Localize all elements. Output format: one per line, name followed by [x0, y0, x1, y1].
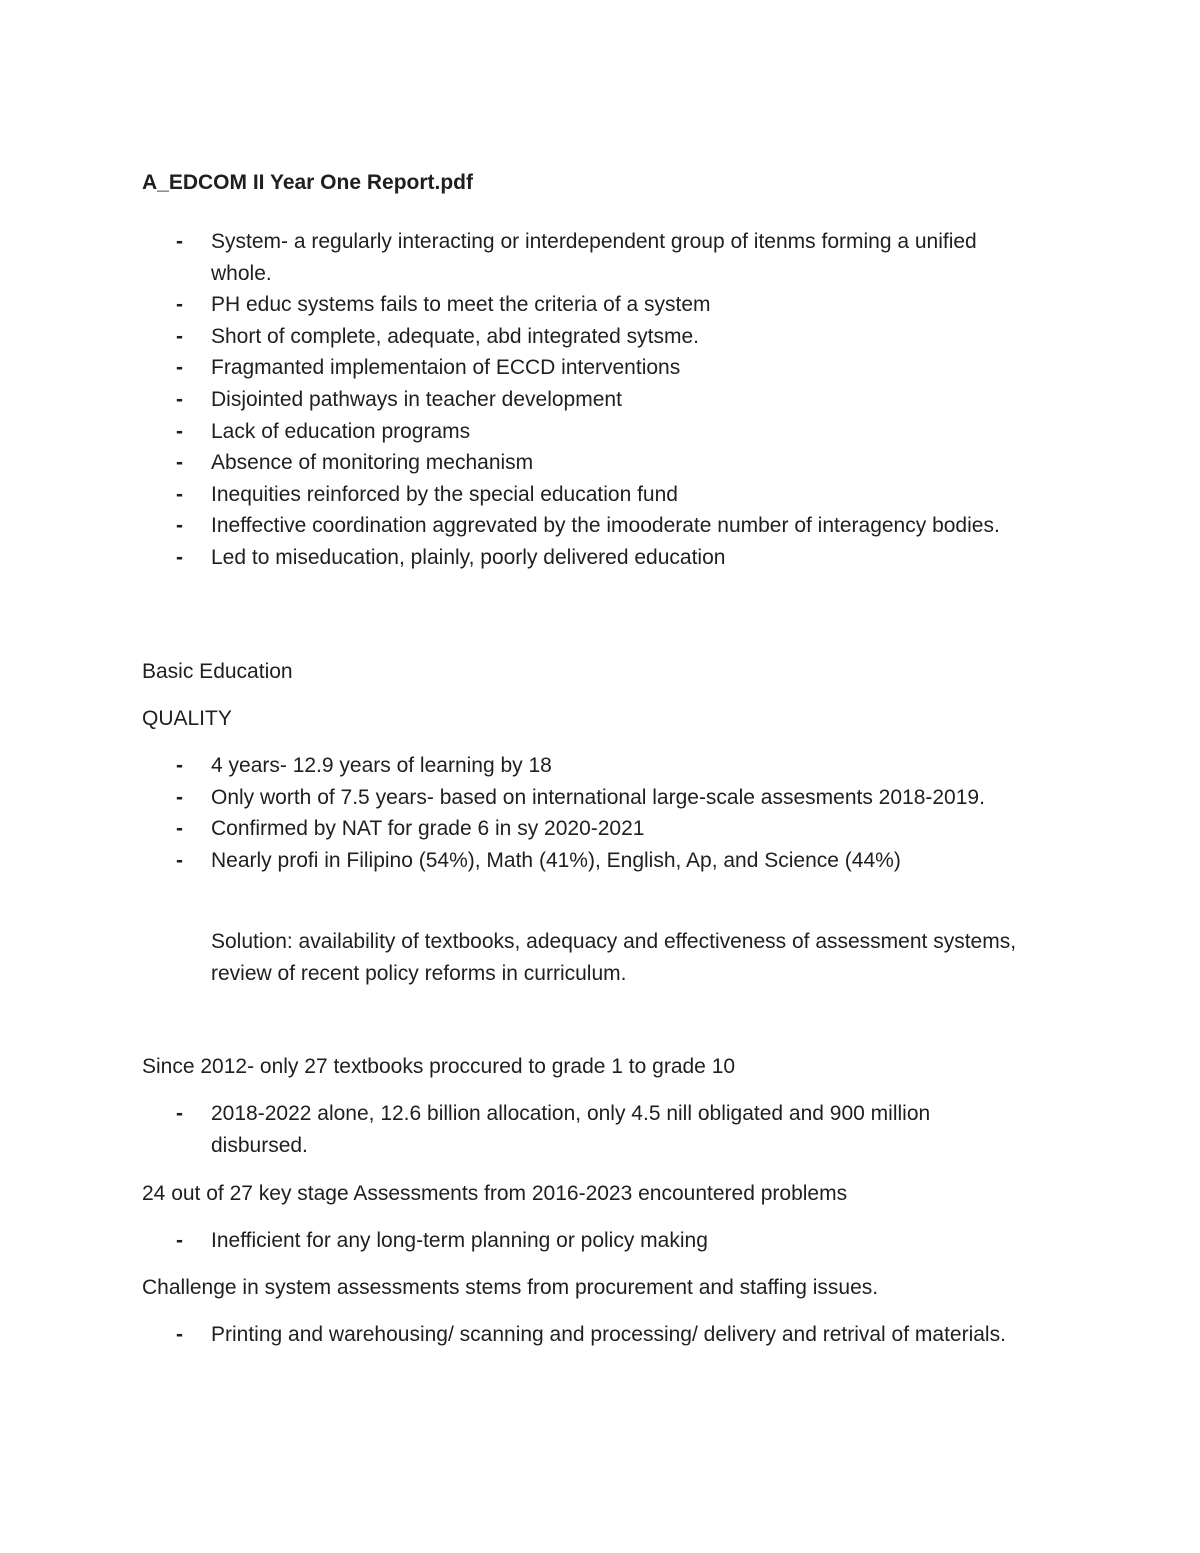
- dash-bullet: -: [176, 419, 183, 443]
- list-item-text: Lack of education programs: [211, 419, 471, 443]
- dash-bullet: -: [176, 817, 183, 841]
- dash-bullet: -: [176, 545, 183, 569]
- quality-bullet-list: [0, 750, 1031, 876]
- list-item-text: Inefficient for any long-term planning or policy making: [211, 1229, 708, 1252]
- challenge-bullet-list: [0, 1319, 1031, 1351]
- list-item: [0, 384, 1031, 416]
- list-item: [0, 447, 1031, 479]
- list-item: [0, 542, 1031, 574]
- list-item-text: Short of complete, adequate, abd integrated sytsme.: [211, 324, 699, 348]
- list-item: [0, 289, 1031, 321]
- list-item: [0, 813, 1031, 845]
- list-item: [0, 510, 1031, 542]
- dash-bullet: -: [176, 754, 183, 777]
- list-item-text: Printing and warehousing/ scanning and processing/ delivery and retrival of materials.: [211, 1323, 1006, 1346]
- dash-bullet: -: [176, 1102, 183, 1125]
- dash-bullet: -: [176, 785, 183, 809]
- dash-bullet: -: [176, 230, 183, 253]
- list-item-text: Only worth of 7.5 years- based on international large-scale assesments 2018-2019.: [211, 785, 985, 809]
- textbooks-line: Since 2012- only 27 textbooks proccured to grade 1 to grade 10: [142, 1055, 736, 1078]
- dash-bullet: -: [176, 387, 183, 411]
- assessments-bullet-list: [0, 1225, 1031, 1257]
- quality-heading: QUALITY: [142, 707, 232, 730]
- list-item-text: Inequities reinforced by the special education fund: [211, 482, 678, 506]
- list-item-text: System- a regularly interacting or interdependent group of itenms forming a unified whole.: [211, 230, 977, 285]
- dash-bullet: -: [176, 356, 183, 380]
- list-item: [0, 1098, 1031, 1161]
- list-item-text: Disjointed pathways in teacher development: [211, 387, 622, 411]
- list-item: [0, 416, 1031, 448]
- quality-solution: Solution: availability of textbooks, adequacy and effectiveness of assessment systems, review of recent policy reforms in curriculum.: [211, 930, 1017, 985]
- list-item-text: Absence of monitoring mechanism: [211, 451, 534, 475]
- list-item-text: Nearly profi in Filipino (54%), Math (41%), English, Ap, and Science (44%): [211, 848, 901, 872]
- list-item: [0, 782, 1031, 814]
- dash-bullet: -: [176, 1229, 183, 1252]
- dash-bullet: -: [176, 451, 183, 475]
- list-item: [0, 479, 1031, 511]
- dash-bullet: -: [176, 514, 183, 538]
- document-title: A_EDCOM II Year One Report.pdf: [142, 171, 474, 194]
- list-item: [0, 226, 1031, 289]
- dash-bullet: -: [176, 324, 183, 348]
- list-item: [0, 750, 1031, 782]
- dash-bullet: -: [176, 293, 183, 317]
- list-item: [0, 352, 1031, 384]
- list-item-text: Fragmanted implementaion of ECCD interventions: [211, 356, 681, 380]
- challenge-line: Challenge in system assessments stems from procurement and staffing issues.: [142, 1276, 879, 1299]
- basic-education-heading: Basic Education: [142, 660, 293, 683]
- textbooks-bullet-list: [0, 1098, 1031, 1161]
- dash-bullet: -: [176, 1323, 183, 1346]
- list-item-text: Ineffective coordination aggrevated by the imooderate number of interagency bodies.: [211, 514, 1000, 538]
- dash-bullet: -: [176, 848, 183, 872]
- list-item-text: PH educ systems fails to meet the criteria of a system: [211, 293, 711, 317]
- list-item-text: Led to miseducation, plainly, poorly delivered education: [211, 545, 726, 569]
- list-item: [0, 321, 1031, 353]
- list-item-text: 2018-2022 alone, 12.6 billion allocation, only 4.5 nill obligated and 900 million disbursed.: [211, 1102, 931, 1157]
- list-item-text: 4 years- 12.9 years of learning by 18: [211, 754, 552, 777]
- list-item: [0, 1319, 1031, 1351]
- dash-bullet: -: [176, 482, 183, 506]
- list-item: [0, 1225, 1031, 1257]
- list-item: [0, 845, 1031, 877]
- list-item-text: Confirmed by NAT for grade 6 in sy 2020-2021: [211, 817, 645, 841]
- assessments-line: 24 out of 27 key stage Assessments from 2016-2023 encountered problems: [142, 1182, 848, 1205]
- intro-bullet-list: [0, 226, 1031, 574]
